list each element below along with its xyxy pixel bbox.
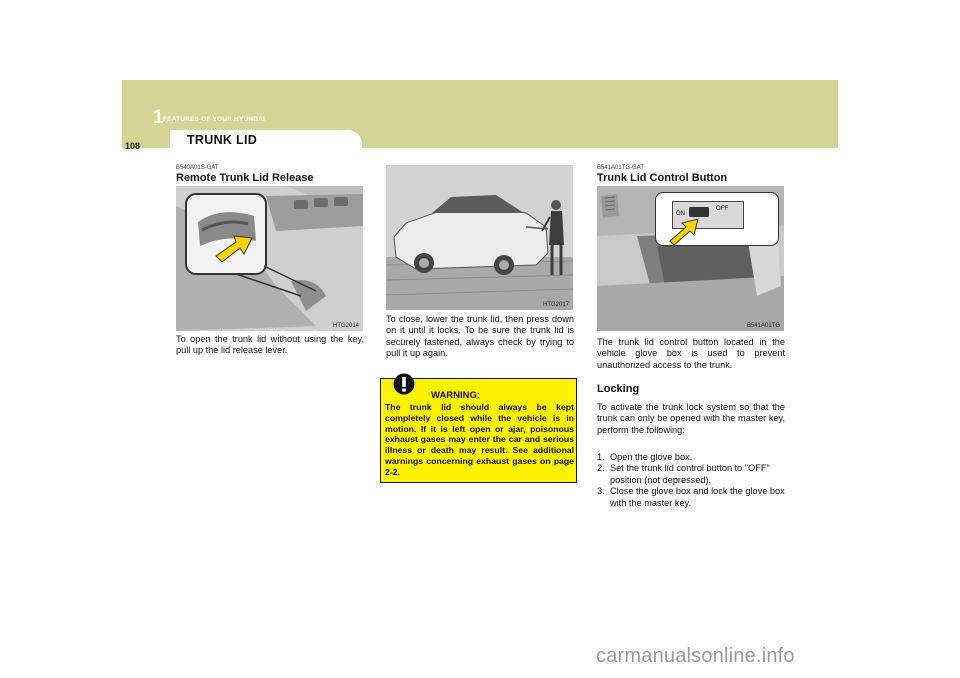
warning-icon: [393, 373, 415, 395]
step-text: Close the glove box and lock the glove box with the master key.: [610, 486, 785, 508]
label-off: OFF: [716, 206, 728, 212]
car-illustration: [386, 165, 573, 310]
warning-box: [380, 378, 577, 483]
section-code-remote-release: B540A01S-GAT: [176, 165, 219, 171]
chapter-number: 1: [153, 107, 164, 128]
paragraph-control-button: The trunk lid control button located in the vehicle glove box is used to prevent unauthorized access to the trunk.: [597, 337, 785, 370]
watermark: carmanualsonline.info: [596, 645, 795, 667]
step-number: 1.: [597, 452, 605, 462]
figure-release-lever: [176, 186, 363, 331]
step-number: 2.: [597, 463, 605, 474]
heading-remote-release: Remote Trunk Lid Release: [176, 172, 314, 184]
paragraph-locking: To activate the trunk lock system so that the trunk can only be opened with the master key, perform the following:: [597, 402, 785, 435]
warning-text: The trunk lid should always be kept completely closed while the vehicle is in motion. If it is left open or ajar, poisonous exhaust gases may enter the car and serious illness or death may result. See additional warnings concerning exhaust gases on page 2-2.: [385, 402, 574, 477]
figure-code: HTG2017: [542, 302, 569, 308]
warning-title: WARNING:: [431, 390, 481, 401]
list-item: [597, 486, 787, 509]
paragraph-closing: To close, lower the trunk lid, then press down on it until it locks. To be sure the trunk lid is securely fastened, always check by trying to pull it up again.: [386, 314, 574, 359]
list-item: [597, 452, 787, 463]
release-lever-illustration: [176, 186, 363, 331]
section-title: TRUNK LID: [187, 133, 258, 147]
step-number: 3.: [597, 486, 605, 497]
section-code-control-button: B541A01TG-GAT: [597, 165, 644, 171]
page-number: 108: [125, 141, 141, 151]
figure-car-trunk: [386, 165, 573, 310]
figure-code: HTG2014: [332, 323, 359, 329]
step-text: Set the trunk lid control button to "OFF" position (not depressed).: [610, 463, 770, 485]
list-item: [597, 463, 787, 486]
locking-steps: [597, 452, 787, 509]
step-text: Open the glove box.: [610, 452, 693, 462]
label-on: ON: [676, 211, 685, 217]
trunk-button: [689, 207, 709, 217]
callout-box: [655, 192, 779, 246]
figure-code: B541A01TG: [746, 323, 780, 329]
heading-locking: Locking: [597, 383, 640, 395]
paragraph-remote-release: To open the trunk lid without using the key, pull up the lid release lever.: [176, 334, 364, 356]
arrow-icon: [668, 217, 700, 245]
chapter-title: FEATURES OF YOUR HYUNDAI: [163, 116, 266, 123]
heading-control-button: Trunk Lid Control Button: [597, 172, 728, 184]
figure-glove-box: [597, 186, 784, 331]
